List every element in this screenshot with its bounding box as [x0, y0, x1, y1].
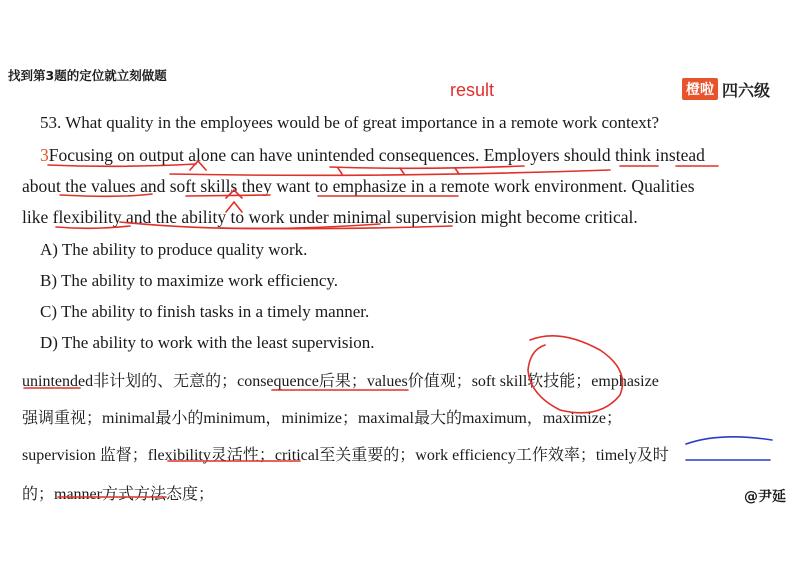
passage-line-1: [40, 145, 705, 166]
vocab-line-3: supervision 监督；flexibility灵活性；critical至关重要的；work efficiency工作效率；timely及时: [22, 447, 669, 464]
brand-header: [682, 79, 770, 99]
brand-logo: 橙啦: [682, 78, 718, 100]
paragraph-marker: 3: [40, 145, 49, 165]
author-signature: @尹延: [744, 489, 786, 505]
instruction-hint: 找到第3题的定位就立刻做题: [8, 68, 167, 83]
vocab-line-2: 强调重视；minimal最小的minimum，minimize；maximal最大的maximum，maximize；: [22, 410, 622, 427]
handwritten-result-annotation: result: [450, 80, 495, 100]
passage-line-2: about the values and soft skills they want to emphasize in a remote work environment. Qualities: [22, 176, 695, 196]
passage-text-1: Focusing on output alone can have unintended consequences. Employers should think instead: [48, 145, 705, 165]
vocab-line-1: unintended非计划的、无意的；consequence后果；values价值观；soft skill软技能；emphasize: [22, 373, 659, 390]
option-b: B) The ability to maximize work efficiency.: [40, 271, 339, 290]
question-text: 53. What quality in the employees would be of great importance in a remote work context?: [40, 113, 660, 132]
option-d: D) The ability to work with the least supervision.: [40, 333, 375, 352]
exam-level-label: 四六级: [722, 80, 771, 100]
vocab-line-4: 的；manner方式方法态度；: [22, 486, 214, 503]
option-a: A) The ability to produce quality work.: [40, 240, 308, 259]
passage-line-3: like flexibility and the ability to work under minimal supervision might become critical.: [22, 207, 638, 227]
option-c: C) The ability to finish tasks in a timely manner.: [40, 302, 370, 321]
